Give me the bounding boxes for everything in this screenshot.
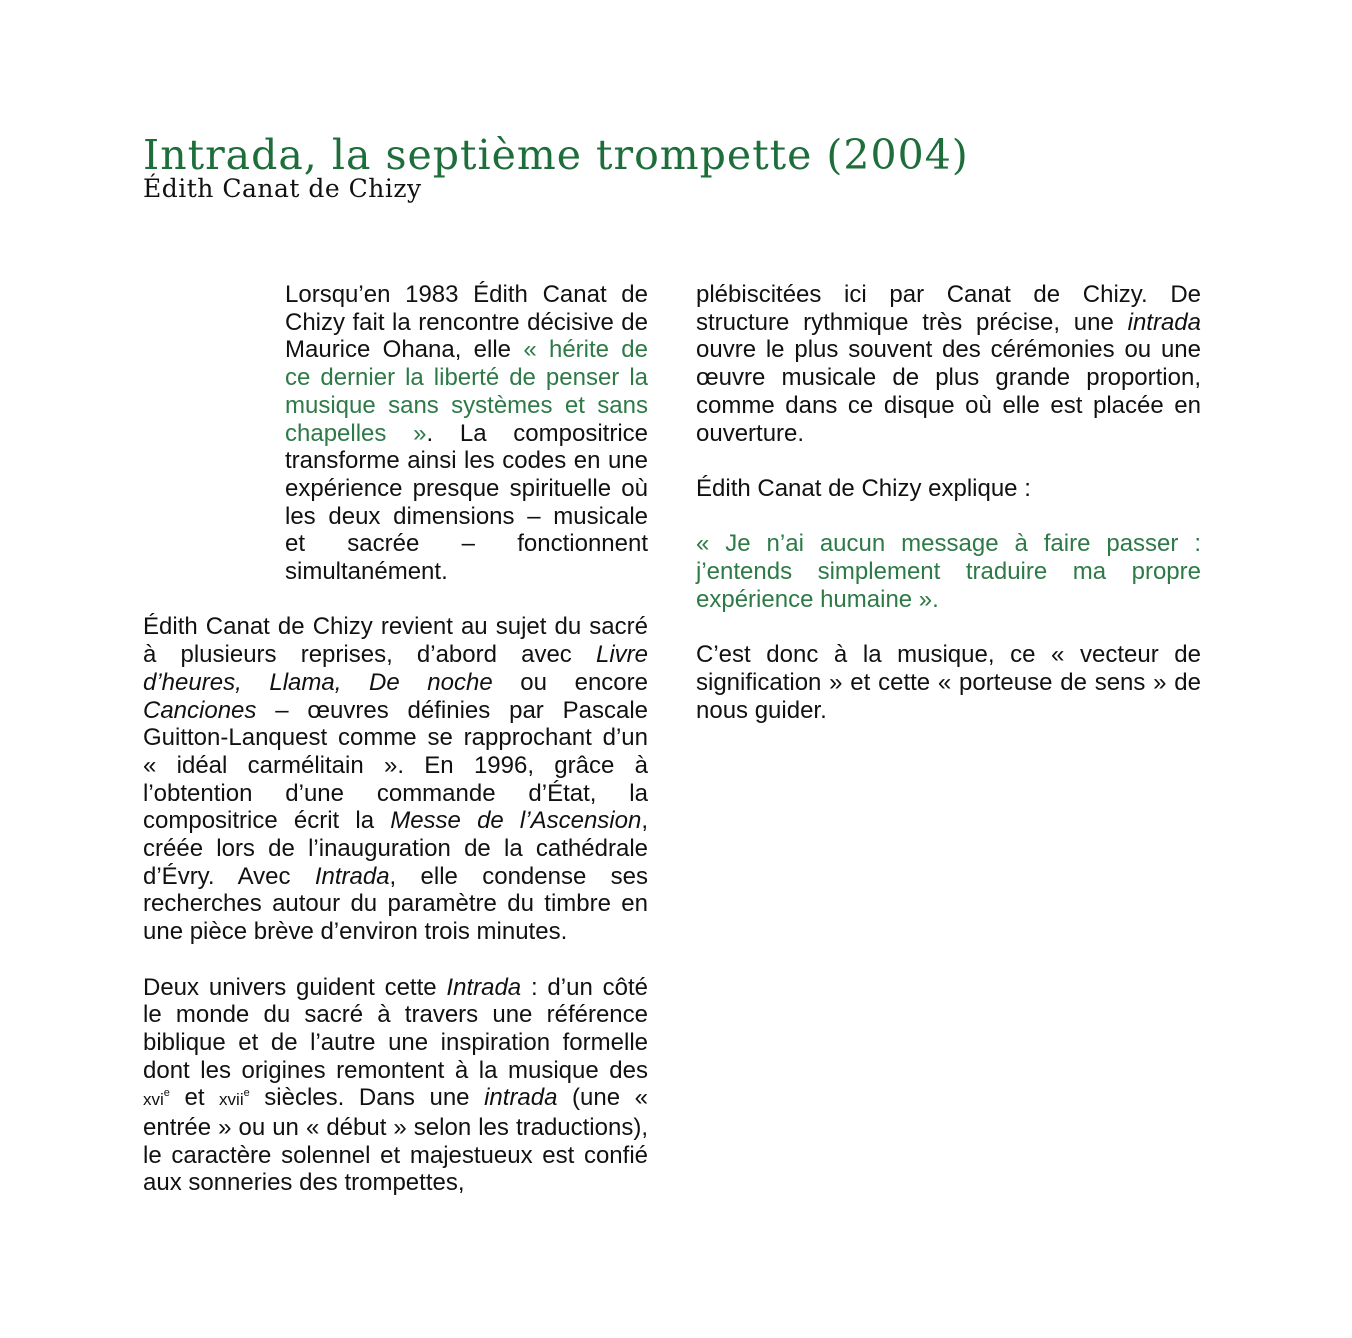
superscript: e [243,1087,250,1100]
composer-quote: « Je n’ai aucun message à faire passer : j’entends simplement traduire ma propre expérience humaine ». [696,530,1201,613]
text-span: et [169,1084,220,1112]
left-column [143,281,648,1197]
text-span: , créée lors de l’inauguration de la cathédrale d’Évry. Avec [143,807,648,890]
superscript: e [163,1087,170,1100]
work-title: intrada [484,1084,558,1112]
composer-name: Édith Canat de Chizy [143,174,422,203]
paragraph-two-universes [143,974,648,1198]
page-title: Intrada, la septième trompette (2004) [143,131,969,179]
text-span: : d’un côté le monde du sacré à travers une référence biblique et de l’autre une inspiration formelle dont les origines remontent à la musique des [143,973,648,1084]
paragraph-conclusion: C’est donc à la musique, ce « vecteur de signification » et cette « porteuse de sens » de nous guider. [696,641,1201,724]
text-span: (une « entrée » ou un « début » selon les traductions), le caractère solennel et majestueux est confié aux sonneries des trompettes, [143,1084,648,1197]
right-column [696,281,1201,724]
text-span: . La compositrice transforme ainsi les codes en une expérience presque spirituelle où les deux dimensions – musicale et sacrée – fonctionnent simultanément. [285,419,649,586]
work-title: intrada [1127,308,1201,336]
text-span: , elle condense ses recherches autour du paramètre du timbre en une pièce brève d’environ trois minutes. [143,862,648,946]
work-title: Intrada [314,862,390,890]
paragraph-intrada-structure [696,281,1201,447]
text-span: plébiscitées ici par Canat de Chizy. De structure rythmique très précise, une [696,281,1201,336]
text-span: Deux univers guident cette [143,973,447,1001]
century-numeral: xvi [143,1090,164,1110]
work-title: Canciones [143,696,257,724]
text-span: siècles. Dans une [249,1084,485,1112]
work-titles: Livre d’heures, Llama, De noche [143,641,648,696]
ohana-quote: « hérite de ce dernier la liberté de penser la musique sans systèmes et sans chapelles » [285,336,648,447]
text-span: – œuvres définies par Pascale Guitton-Lanquest comme se rapprochant d’un « idéal carmélitain ». En 1996, grâce à l’obtention d’une commande d’État, la compositrice écrit la [143,696,648,835]
paragraph-sacred-works [143,613,648,945]
text-span: ouvre le plus souvent des cérémonies ou une œuvre musicale de plus grande proportion, comme dans ce disque où elle est placée en ouverture. [696,336,1201,447]
text-span: ou encore [492,668,648,696]
page-header [143,130,1203,204]
paragraph-intro [143,281,648,586]
work-title: Intrada [446,973,522,1001]
text-span: Édith Canat de Chizy revient au sujet du sacré à plusieurs reprises, d’abord avec [143,613,648,669]
century-numeral: xvii [219,1090,244,1110]
text-span: Lorsqu’en 1983 Édith Canat de Chizy fait la rencontre décisive de Maurice Ohana, elle [285,281,648,364]
paragraph-explains: Édith Canat de Chizy explique : [696,474,1031,502]
work-title: Messe de l’Ascension [390,807,642,835]
